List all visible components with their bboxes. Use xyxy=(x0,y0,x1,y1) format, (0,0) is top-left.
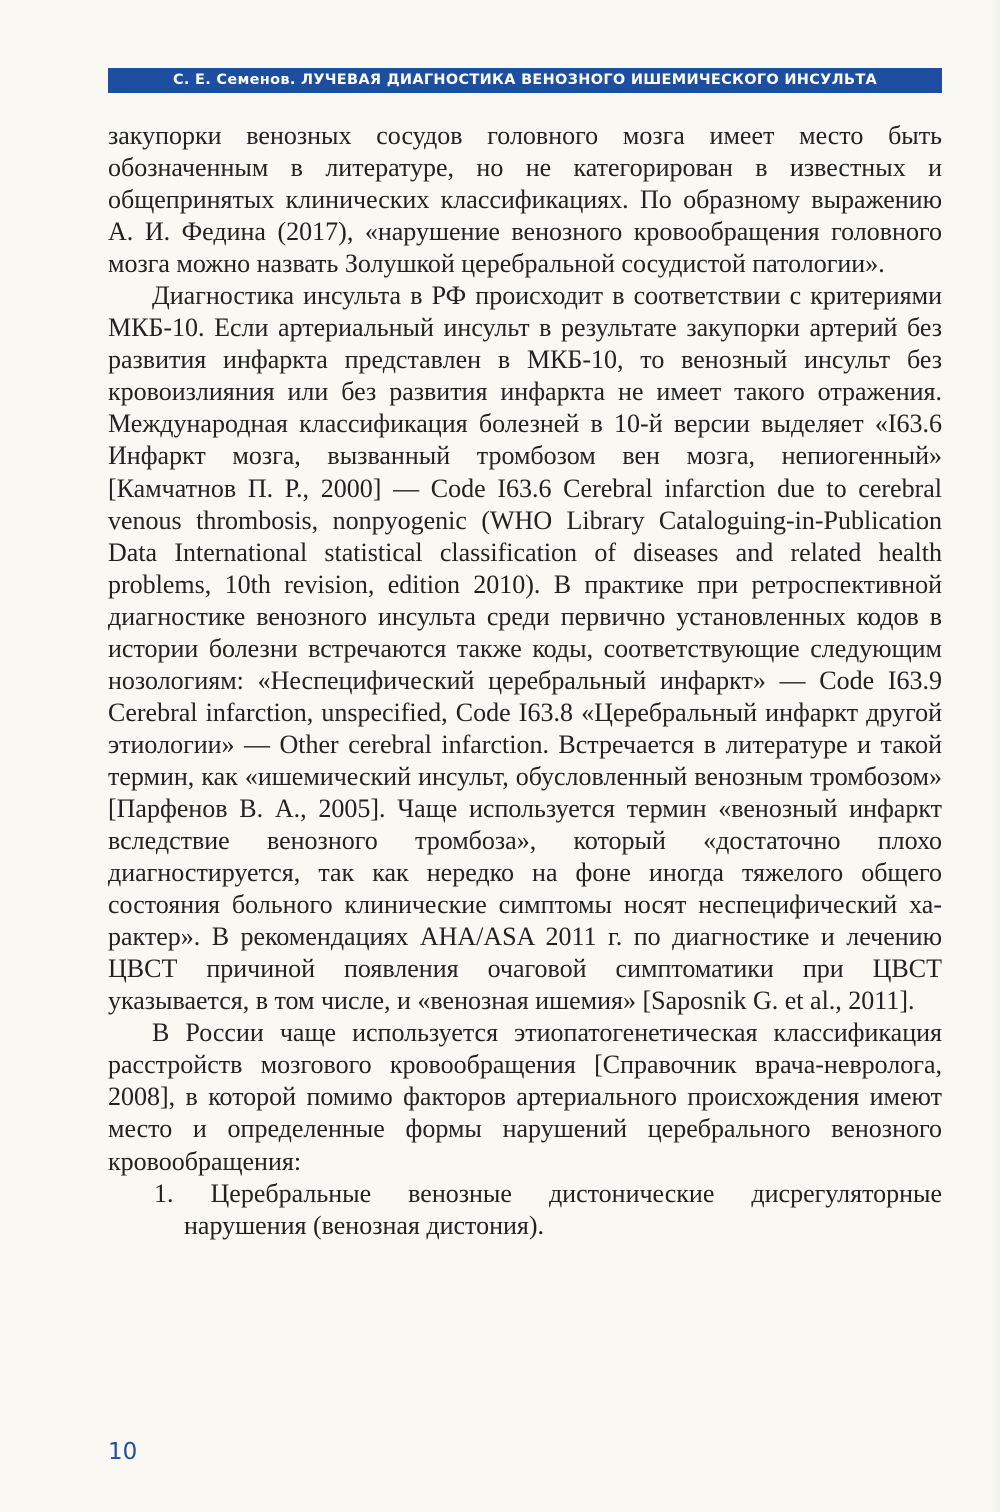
list-item xyxy=(108,1178,942,1242)
list-item-number: 1. xyxy=(154,1178,174,1208)
paragraph-3: В России чаще используется этиопатогенетическая классификация расстройств мозгового кровообращения [Справочник врача-невролога, 2008], в которой помимо факторов артериального происхождения имеют место и определенные формы нарушений церебрального венозного кровообращения: xyxy=(108,1018,942,1176)
list-item-text: Церебральные венозные дистонические дисрегуляторные нарушения (венозная дистония). xyxy=(184,1178,943,1240)
paragraph-2: Диагностика инсульта в РФ происходит в соответствии с критериями МКБ-10. Если артериальный инсульт в результате закупорки артерий без развития инфаркта представлен в МКБ-10, то венозный инсульт без кровоизлияния или без развития инфаркта не имеет такого отражения. Международная классификация болезней в 10-й версии выделяет «I63.6 Инфаркт мозга, вызванный тромбозом вен мозга, непиогенный» [Камчатнов П. Р., 2000] — Code I63.6 Cerebral infarction due to cerebral venous thrombosis, nonpyogenic (WHO Library Cataloguing-in-Publication Data International statistical classification of diseases and related health problems, 10th revision, edition 2010). В практике при ретроспективной диагностике венозного инсульта среди первично установленных кодов в истории болезни встречаются также коды, соответствующие следующим нозологиям: «Неспецифический церебральный инфаркт» — Code I63.9 Cerebral infarction, unspecified, Code I63.8 «Церебральный инфаркт другой этиологии» — Other cerebral infarction. Встречается в литературе и такой термин, как «ишемический инсульт, обусловленный венозным тромбозом» [Парфенов В. А., 2005]. Чаще используется термин «венозный инфаркт вследствие венозного тромбоза», который «достаточно плохо диагностируется, так как нередко на фоне иногда тяжелого общего состояния больного клинические симптомы носят неспецифический характер». В рекомендациях AHA/ASA 2011 г. по диагностике и лечению ЦВСТ причиной появления очаговой симптоматики при ЦВСТ указывается, в том числе, и «венозная ишемия» [Saposnik G. et al., 2011]. xyxy=(108,281,942,1016)
page-number: 10 xyxy=(108,1439,138,1465)
main-text xyxy=(108,120,942,1242)
running-title: С. Е. Семенов. ЛУЧЕВАЯ ДИАГНОСТИКА ВЕНОЗНОГО ИШЕМИЧЕСКОГО ИНСУЛЬТА xyxy=(172,72,878,88)
running-header xyxy=(108,68,942,93)
page-edge-shadow xyxy=(990,0,1000,1512)
paragraph-1: закупорки венозных сосудов головного мозга имеет место быть обозначенным в литературе, но не категорирован в известных и общепринятых клинических классификациях. По образному выражению А. И. Федина (2017), «нарушение венозного кровообращения головного мозга можно назвать Золушкой церебральной сосудистой патологии». xyxy=(108,121,942,279)
